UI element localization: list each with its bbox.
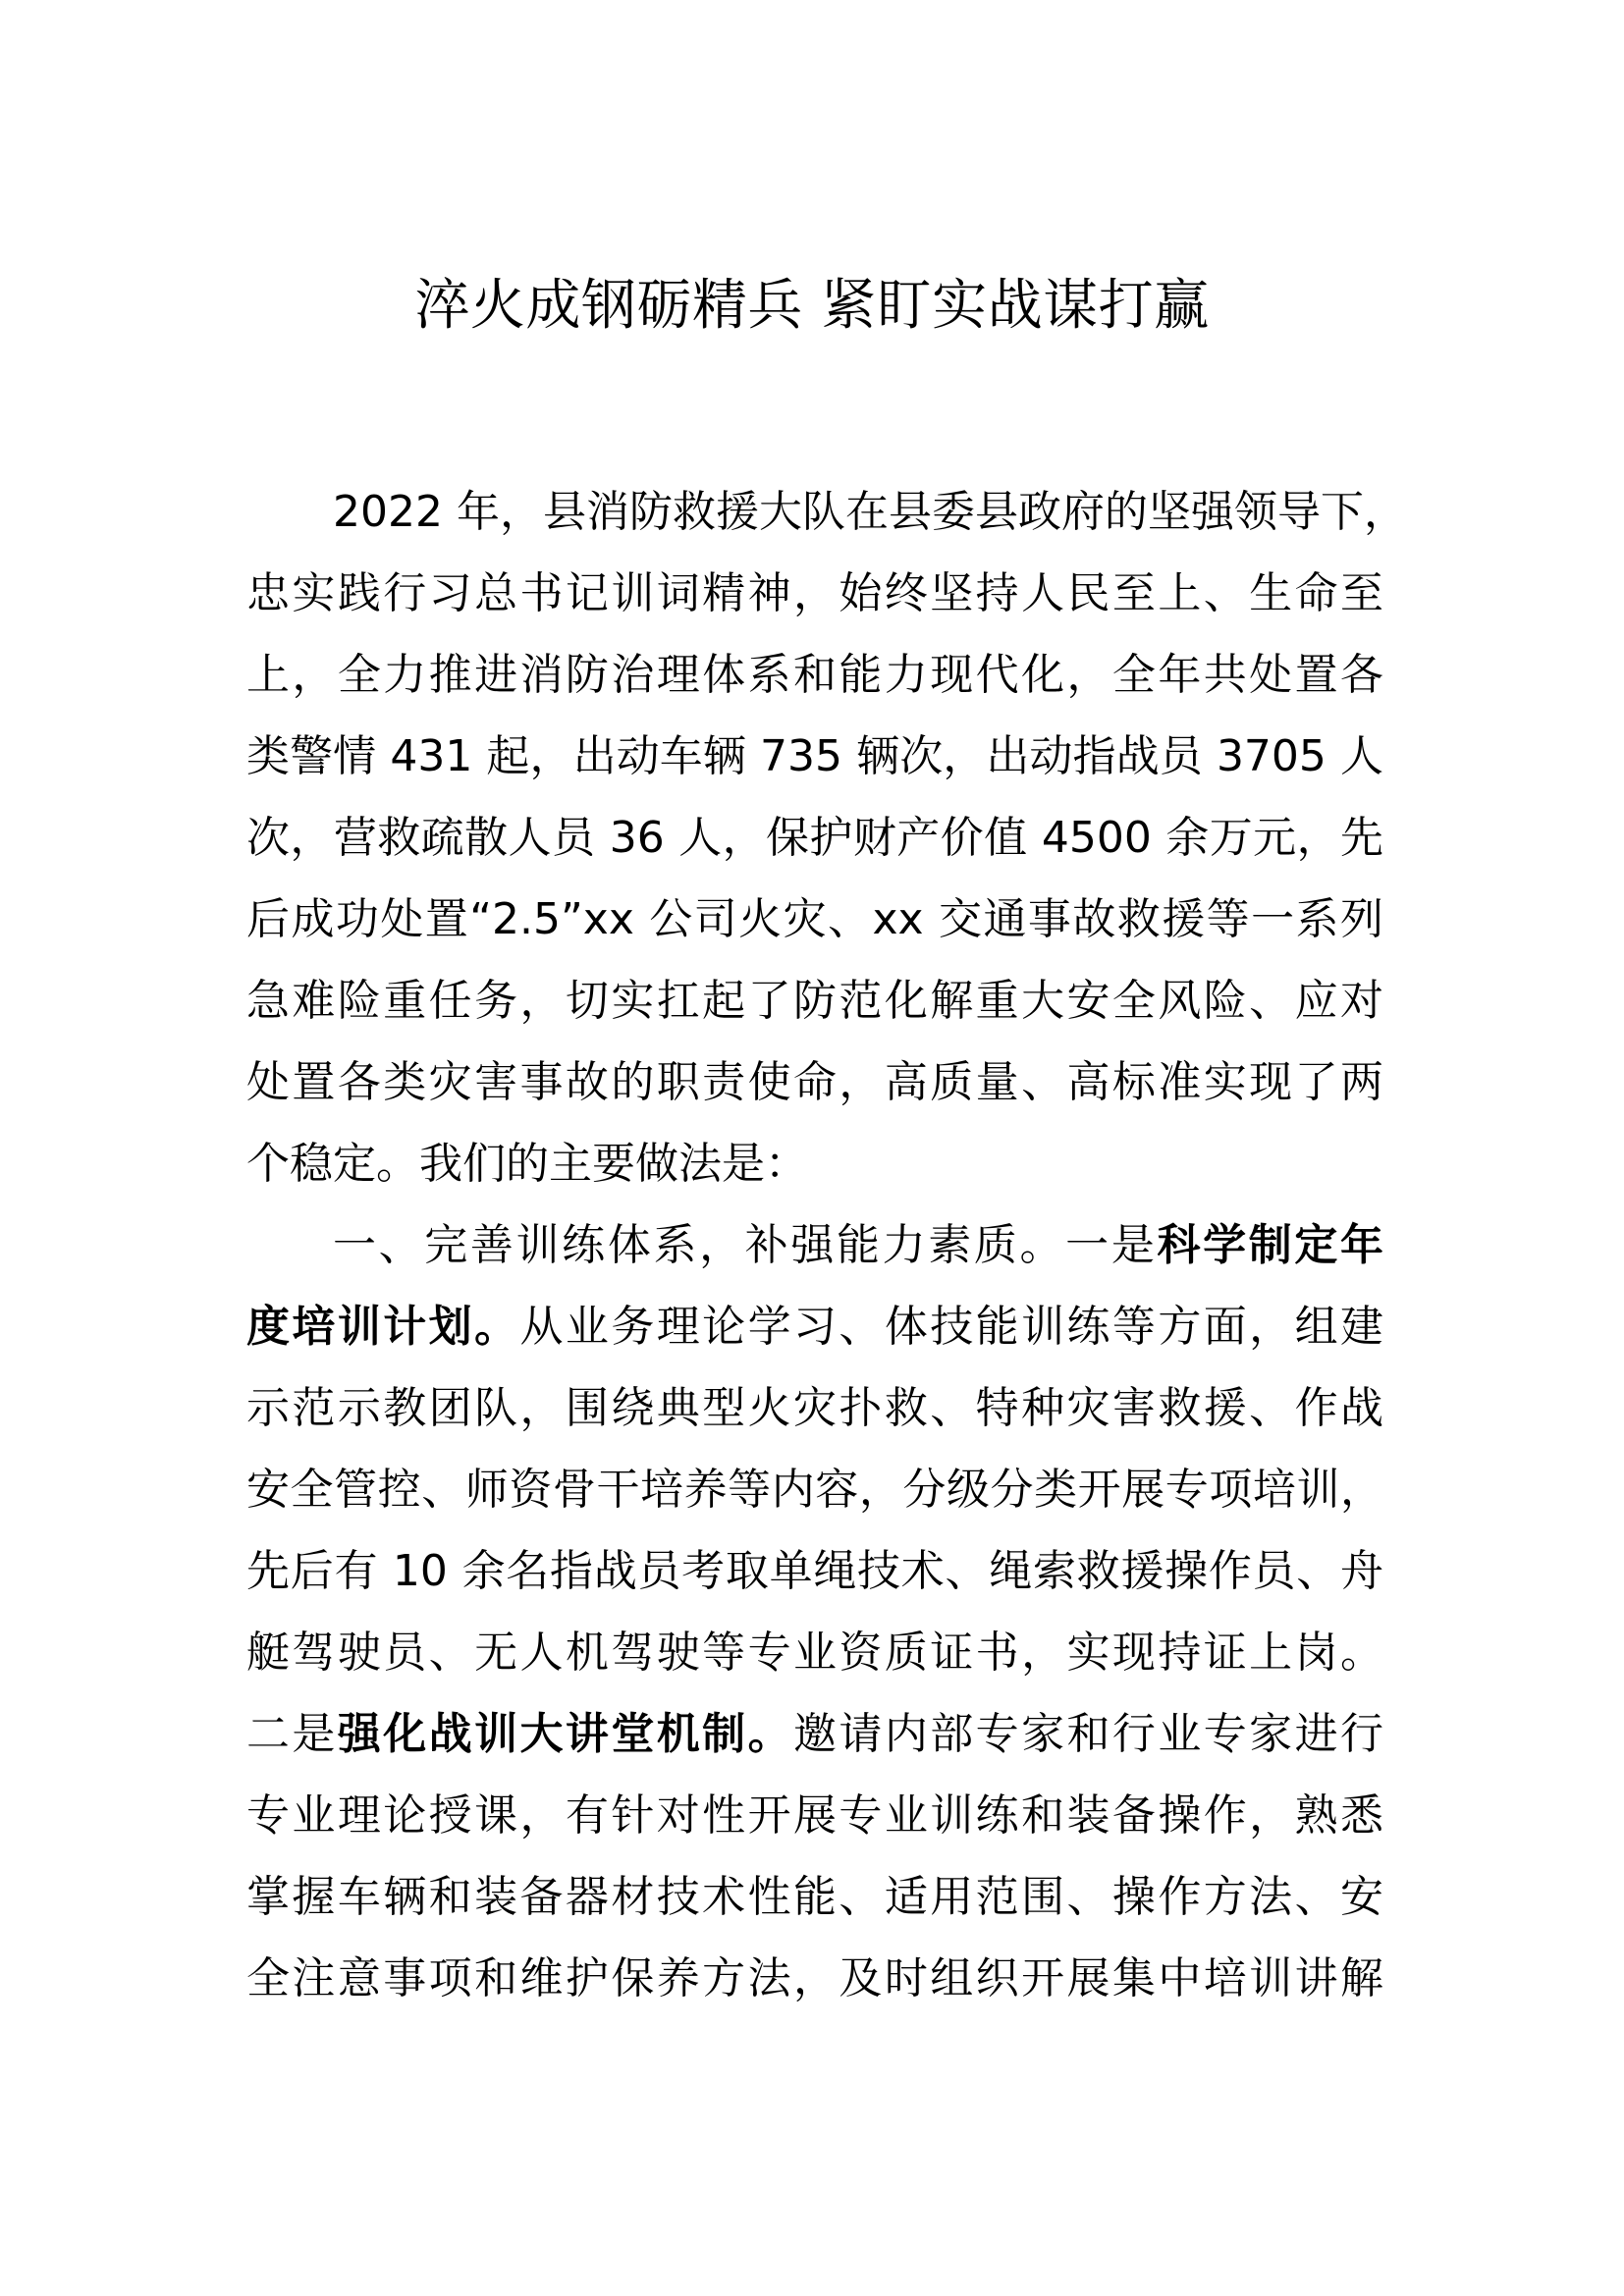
paragraph-line: 艇驾驶员、无人机驾驶等专业资质证书，实现持证上岗。	[246, 1628, 1383, 1678]
paragraph-line	[246, 1286, 1383, 1367]
bold-heading-text: 科学制定年	[1157, 1220, 1383, 1270]
bold-heading-text: 强化战训大讲堂机制。	[337, 1709, 794, 1759]
paragraph-line	[246, 1204, 1383, 1286]
paragraph-line: 类警情 431 起，出动车辆 735 辆次，出动指战员 3705 人	[246, 731, 1383, 781]
paragraph-line: 2022 年，县消防救援大队在县委县政府的坚强领导下，	[333, 487, 1407, 537]
paragraph-line: 急难险重任务，切实扛起了防范化解重大安全风险、应对	[246, 976, 1383, 1026]
paragraph-line: 安全管控、师资骨干培养等内容，分级分类开展专项培训，	[246, 1465, 1383, 1515]
line-text: 二是	[246, 1709, 338, 1759]
paragraph-line: 忠实践行习总书记训词精神，始终坚持人民至上、生命至	[246, 568, 1383, 618]
document-title: 淬火成钢砺精兵 紧盯实战谋打赢	[414, 274, 1210, 338]
document-body	[246, 471, 1407, 2019]
paragraph-line: 专业理论授课，有针对性开展专业训练和装备操作，熟悉	[246, 1790, 1383, 1841]
paragraph-line: 处置各类灾害事故的职责使命，高质量、高标准实现了两	[246, 1057, 1383, 1107]
paragraph-line: 个稳定。我们的主要做法是：	[246, 1139, 808, 1189]
line-text: 一、完善训练体系，补强能力素质。一是	[333, 1220, 1158, 1270]
line-text: 从业务理论学习、体技能训练等方面，组建	[519, 1302, 1383, 1352]
paragraph-line: 上，全力推进消防治理体系和能力现代化，全年共处置各	[246, 650, 1383, 700]
paragraph-line: 先后有 10 余名指战员考取单绳技术、绳索救援操作员、舟	[246, 1546, 1383, 1596]
line-text: 邀请内部专家和行业专家进行	[793, 1709, 1384, 1759]
bold-heading-text: 度培训计划。	[246, 1302, 520, 1352]
paragraph-line: 示范示教团队，围绕典型火灾扑救、特种灾害救援、作战	[246, 1383, 1383, 1433]
paragraph-line: 后成功处置“2.5”xx 公司火灾、xx 交通事故救援等一系列	[246, 894, 1383, 944]
paragraph-line: 全注意事项和维护保养方法，及时组织开展集中培训讲解	[246, 1953, 1383, 2003]
paragraph-line: 掌握车辆和装备器材技术性能、适用范围、操作方法、安	[246, 1872, 1383, 1922]
paragraph-line: 次，营救疏散人员 36 人，保护财产价值 4500 余万元，先	[246, 813, 1383, 863]
paragraph-line	[246, 1693, 1383, 1775]
